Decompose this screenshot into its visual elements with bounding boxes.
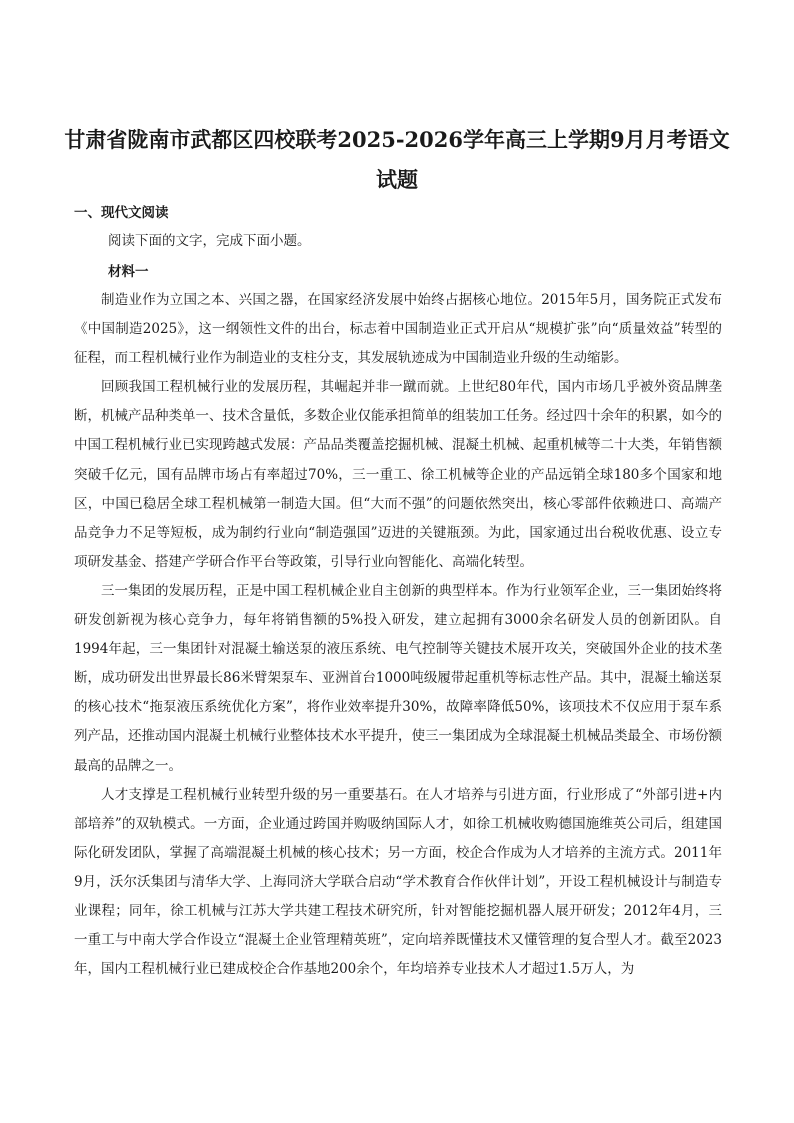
section-heading: 一、现代文阅读	[74, 205, 169, 221]
paragraph: 三一集团的发展历程，正是中国工程机械企业自主创新的典型样本。作为行业领军企业，三一集团始终将研发创新视为核心竞争力，每年将销售额的5%投入研发，建立起拥有3000余名研发人员的创新团队。自1994年起，三一集团针对混凝土输送泵的液压系统、电气控制等关键技术展开攻关，突破国外企业的技术垄断，成功研发出世界最长86米臂架泵车、亚洲首台1000吨级履带起重机等标志性产品。其中，混凝土输送泵的核心技术“拖泵液压系统优化方案”，将作业效率提升30%，故障率降低50%，该项技术不仅应用于泵车系列产品，还推动国内混凝土机械行业整体技术水平提升，使三一集团成为全球混凝土机械品类最全、市场份额最高的品牌之一。	[74, 582, 722, 774]
paragraph: 制造业作为立国之本、兴国之器，在国家经济发展中始终占据核心地位。2015年5月，国务院正式发布《中国制造2025》，这一纲领性文件的出台，标志着中国制造业正式开启从“规模扩张”向“质量效益”转型的征程，而工程机械行业作为制造业的支柱分支，其发展轨迹成为中国制造业升级的生动缩影。	[74, 292, 722, 367]
material-label: 材料一	[108, 264, 149, 280]
page-title: 甘肃省陇南市武都区四校联考2025-2026学年高三上学期9月月考语文试题	[64, 127, 730, 192]
paragraph: 人才支撑是工程机械行业转型升级的另一重要基石。在人才培养与引进方面，行业形成了“外部引进+内部培养”的双轨模式。一方面，企业通过跨国并购吸纳国际人才，如徐工机械收购德国施维英公司后，组建国际化研发团队，掌握了高端混凝土机械的核心技术；另一方面，校企合作成为人才培养的主流方式。2011年9月，沃尔沃集团与清华大学、上海同济大学联合启动“学术教育合作伙伴计划”，开设工程机械设计与制造专业课程；同年，徐工机械与江苏大学共建工程技术研究所，针对智能挖掘机器人展开研发；2012年4月，三一重工与中南大学合作设立“混凝土企业管理精英班”，定向培养既懂技术又懂管理的复合型人才。截至2023年，国内工程机械行业已建成校企合作基地200余个，年均培养专业技术人才超过1.5万人，为	[74, 786, 722, 978]
paragraph: 回顾我国工程机械行业的发展历程，其崛起并非一蹴而就。上世纪80年代，国内市场几乎被外资品牌垄断，机械产品种类单一、技术含量低，多数企业仅能承担简单的组装加工任务。经过四十余年的积累，如今的中国工程机械行业已实现跨越式发展：产品品类覆盖挖掘机械、混凝土机械、起重机械等二十大类，年销售额突破千亿元，国有品牌市场占有率超过70%，三一重工、徐工机械等企业的产品远销全球180多个国家和地区，中国已稳居全球工程机械第一制造大国。但“大而不强”的问题依然突出，核心零部件依赖进口、高端产品竞争力不足等短板，成为制约行业向“制造强国”迈进的关键瓶颈。为此，国家通过出台税收优惠、设立专项研发基金、搭建产学研合作平台等政策，引导行业向智能化、高端化转型。	[74, 379, 722, 570]
reading-instruction: 阅读下面的文字，完成下面小题。	[108, 233, 311, 249]
article-body	[74, 286, 722, 984]
